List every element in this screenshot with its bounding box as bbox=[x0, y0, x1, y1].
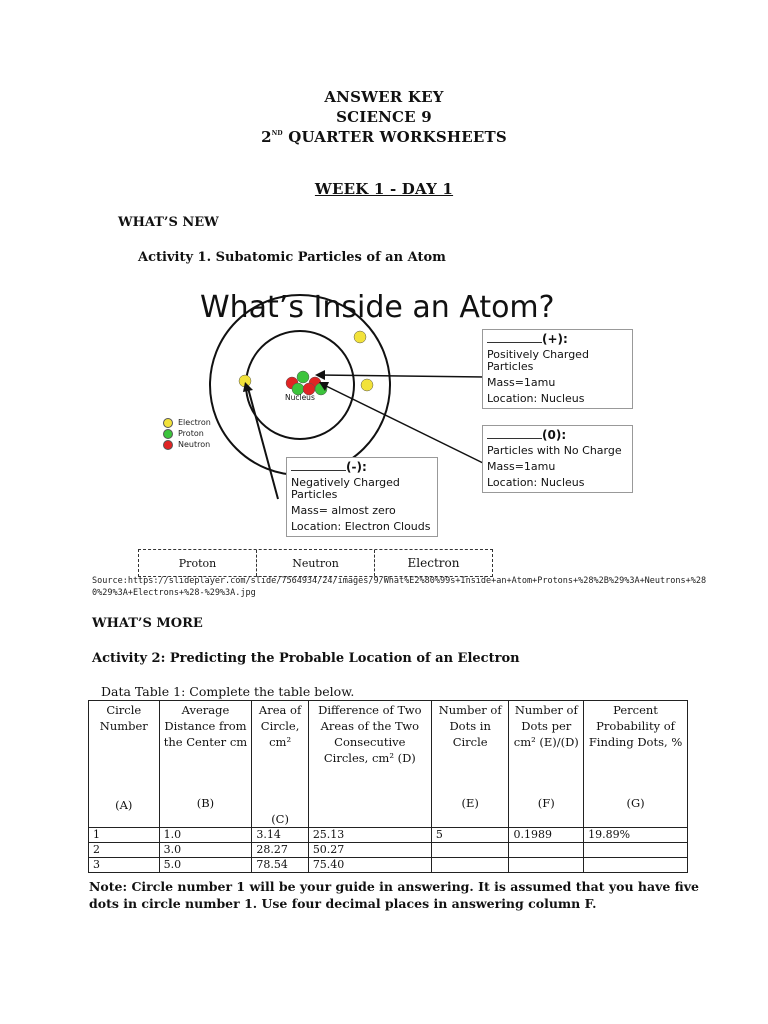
electron-swatch-icon bbox=[163, 418, 173, 428]
table-cell: 50.27 bbox=[308, 843, 431, 858]
header-average-distance bbox=[159, 701, 252, 828]
box-line: Particles with No Charge bbox=[487, 444, 622, 457]
header-text: Difference of Two Areas of the Two Consecutive Circles, cm² (D) bbox=[318, 703, 422, 765]
table-row bbox=[89, 828, 688, 843]
quarter-text: QUARTER WORKSHEETS bbox=[282, 128, 507, 146]
legend-proton bbox=[163, 428, 211, 439]
answer-electron: Electron bbox=[407, 556, 460, 570]
table-cell: 78.54 bbox=[252, 858, 308, 873]
section-whats-more: WHAT’S MORE bbox=[92, 616, 203, 631]
header-letter: (E) bbox=[461, 796, 479, 810]
box-symbol: (+): bbox=[542, 332, 568, 346]
table-cell: 2 bbox=[89, 843, 160, 858]
table-cell: 19.89% bbox=[584, 828, 688, 843]
header-percent-probability bbox=[584, 701, 688, 828]
table-row bbox=[89, 858, 688, 873]
legend-neutron bbox=[163, 439, 211, 450]
table-cell: 5.0 bbox=[159, 858, 252, 873]
blank-line bbox=[291, 461, 346, 471]
box-neutron-description bbox=[482, 425, 633, 493]
header-text: Percent Probability of Finding Dots, % bbox=[588, 703, 683, 749]
doc-title-quarter bbox=[0, 128, 768, 146]
activity2-title: Activity 2: Predicting the Probable Location of an Electron bbox=[92, 651, 520, 666]
legend-label: Electron bbox=[178, 418, 211, 427]
table-caption: Data Table 1: Complete the table below. bbox=[101, 684, 355, 699]
box-symbol: (-): bbox=[346, 460, 367, 474]
header-text: Area of Circle, cm² bbox=[258, 703, 302, 749]
legend-label: Neutron bbox=[178, 440, 211, 449]
table-note: Note: Circle number 1 will be your guide in answering. It is assumed that you have five dots in circle number 1. Use four decimal places in answering column F. bbox=[89, 879, 699, 911]
week-heading: WEEK 1 - DAY 1 bbox=[314, 180, 454, 198]
header-number-of-dots bbox=[431, 701, 509, 828]
box-line: Mass= almost zero bbox=[291, 504, 396, 517]
proton-swatch-icon bbox=[163, 429, 173, 439]
figure-source: Source:https://slideplayer.com/slide/7564934/24/images/9/What%E2%80%99s+Inside+an+Atom+Protons+%28%2B%29%3A+Neutrons+%280%29%3A+Electrons+%28-%29%3A.jpg bbox=[92, 576, 707, 598]
header-circle-number bbox=[89, 701, 160, 828]
box-line: Mass=1amu bbox=[487, 376, 556, 389]
quarter-number: 2 bbox=[261, 128, 272, 146]
box-line: Location: Nucleus bbox=[487, 392, 585, 405]
answer-neutron: Neutron bbox=[257, 550, 375, 576]
table-cell: 25.13 bbox=[308, 828, 431, 843]
data-table bbox=[88, 700, 688, 873]
header-letter: (G) bbox=[626, 796, 645, 810]
activity1-title: Activity 1. Subatomic Particles of an Atom bbox=[138, 250, 446, 265]
answer-strip bbox=[138, 549, 493, 577]
table-cell bbox=[509, 858, 584, 873]
box-line: Positively Charged Particles bbox=[487, 348, 589, 373]
doc-title-subject: SCIENCE 9 bbox=[336, 108, 432, 126]
header-letter: (A) bbox=[115, 798, 133, 812]
table-row bbox=[89, 843, 688, 858]
table-cell: 75.40 bbox=[308, 858, 431, 873]
legend-electron bbox=[163, 417, 211, 428]
box-electron-description bbox=[286, 457, 438, 537]
table-header-row bbox=[89, 701, 688, 828]
section-whats-new: WHAT’S NEW bbox=[118, 215, 219, 230]
header-area-of-circle bbox=[252, 701, 308, 828]
box-line: Location: Nucleus bbox=[487, 476, 585, 489]
header-text: Average Distance from the Center cm bbox=[163, 703, 248, 749]
figure-title: What’s Inside an Atom? bbox=[200, 290, 555, 325]
table-cell: 1.0 bbox=[159, 828, 252, 843]
header-letter: (C) bbox=[271, 812, 289, 826]
table-cell bbox=[584, 843, 688, 858]
blank-line bbox=[487, 429, 542, 439]
table-cell: 28.27 bbox=[252, 843, 308, 858]
table-cell bbox=[584, 858, 688, 873]
table-cell bbox=[509, 843, 584, 858]
header-text: Number of Dots in Circle bbox=[438, 703, 502, 749]
doc-title-answer-key: ANSWER KEY bbox=[324, 88, 444, 106]
box-line: Negatively Charged Particles bbox=[291, 476, 400, 501]
table-cell: 3.14 bbox=[252, 828, 308, 843]
particle-legend bbox=[163, 417, 211, 450]
box-line: Location: Electron Clouds bbox=[291, 520, 431, 533]
table-cell: 0.1989 bbox=[509, 828, 584, 843]
atom-figure bbox=[135, 285, 660, 550]
header-text: Circle Number bbox=[99, 703, 148, 733]
legend-label: Proton bbox=[178, 429, 204, 438]
blank-line bbox=[487, 333, 542, 343]
table-cell: 3 bbox=[89, 858, 160, 873]
answer-proton: Proton bbox=[139, 550, 257, 576]
header-dots-per-cm bbox=[509, 701, 584, 828]
table-cell: 5 bbox=[431, 828, 509, 843]
table-cell: 1 bbox=[89, 828, 160, 843]
box-line: Mass=1amu bbox=[487, 460, 556, 473]
header-difference-of-areas bbox=[308, 701, 431, 828]
table-cell bbox=[431, 843, 509, 858]
header-letter: (F) bbox=[537, 796, 555, 810]
box-symbol: (0): bbox=[542, 428, 567, 442]
table-cell: 3.0 bbox=[159, 843, 252, 858]
nucleus-label: Nucleus bbox=[285, 393, 315, 402]
quarter-suffix: ND bbox=[271, 130, 283, 137]
neutron-swatch-icon bbox=[163, 440, 173, 450]
header-letter: (B) bbox=[196, 796, 215, 810]
box-proton-description bbox=[482, 329, 633, 409]
table-cell bbox=[431, 858, 509, 873]
header-text: Number of Dots per cm² (E)/(D) bbox=[513, 703, 579, 749]
